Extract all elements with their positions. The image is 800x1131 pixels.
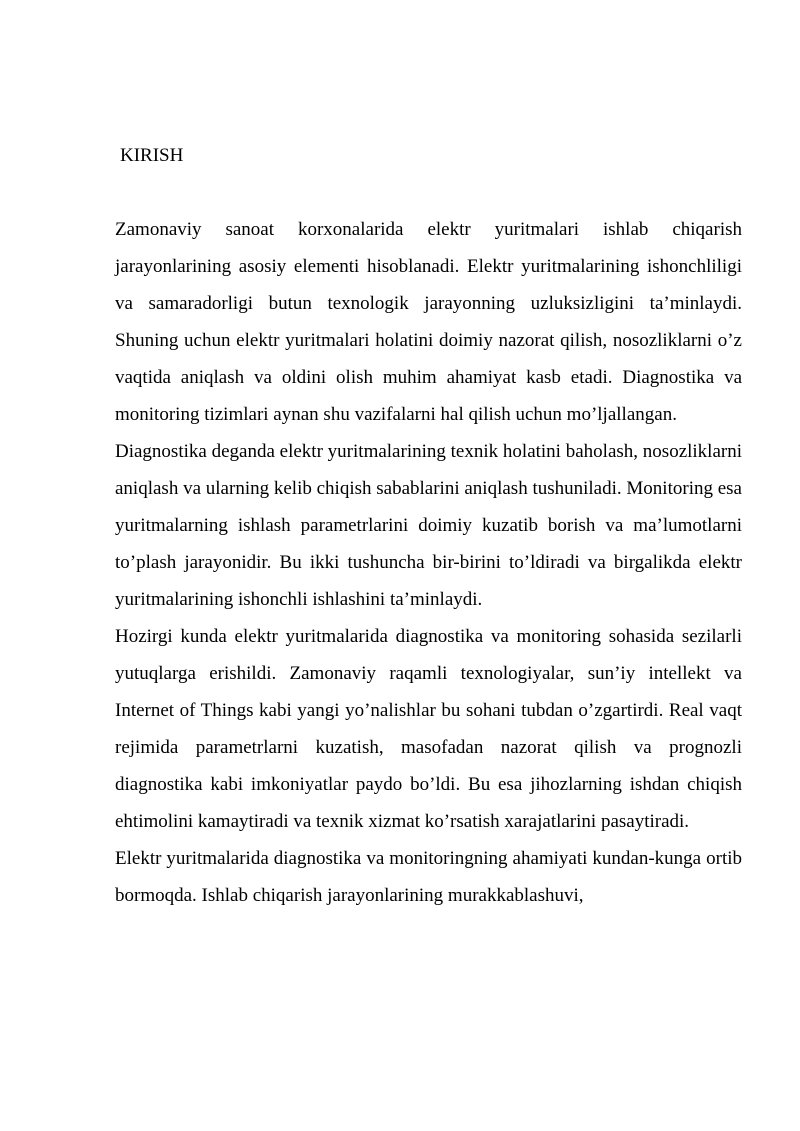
paragraph-3: Hozirgi kunda elektr yuritmalarida diagnostika va monitoring sohasida sezilarli yutuqlarga erishildi. Zamonaviy raqamli texnologiyalar, sun’iy intellekt va Internet of Things kabi yangi yo’nalishlar bu sohani tubdan o’zgartirdi. Real vaqt rejimida parametrlarni kuzatish, masofadan nazorat qilish va prognozli diagnostika kabi imkoniyatlar paydo bo’ldi. Bu esa jihozlarning ishdan chiqish ehtimolini kamaytiradi va texnik xizmat ko’rsatish xarajatlarini pasaytiradi. [115,626,742,832]
section-heading: KIRISH [120,145,184,166]
paragraph-4: Elektr yuritmalarida diagnostika va monitoringning ahamiyati kundan-kunga ortib bormoqda. Ishlab chiqarish jarayonlarining murakkablashuvi, [115,848,742,906]
paragraph-1: Zamonaviy sanoat korxonalarida elektr yuritmalari ishlab chiqarish jarayonlarining asosiy elementi hisoblanadi. Elektr yuritmalarining ishonchliligi va samaradorligi butun texnologik jarayonning uzluksizligini ta’minlaydi. Shuning uchun elektr yuritmalari holatini doimiy nazorat qilish, nosozliklarni o’z vaqtida aniqlash va oldini olish muhim ahamiyat kasb etadi. Diagnostika va monitoring tizimlari aynan shu vazifalarni hal qilish uchun mo’ljallangan. [115,219,742,425]
paragraph-2: Diagnostika deganda elektr yuritmalarining texnik holatini baholash, nosozliklarni aniqlash va ularning kelib chiqish sabablarini aniqlash tushuniladi. Monitoring esa yuritmalarning ishlash parametrlarini doimiy kuzatib borish va ma’lumotlarni to’plash jarayonidir. Bu ikki tushuncha bir-birini to’ldiradi va birgalikda elektr yuritmalarining ishonchli ishlashini ta’minlaydi. [115,441,742,610]
body-text [115,211,742,914]
